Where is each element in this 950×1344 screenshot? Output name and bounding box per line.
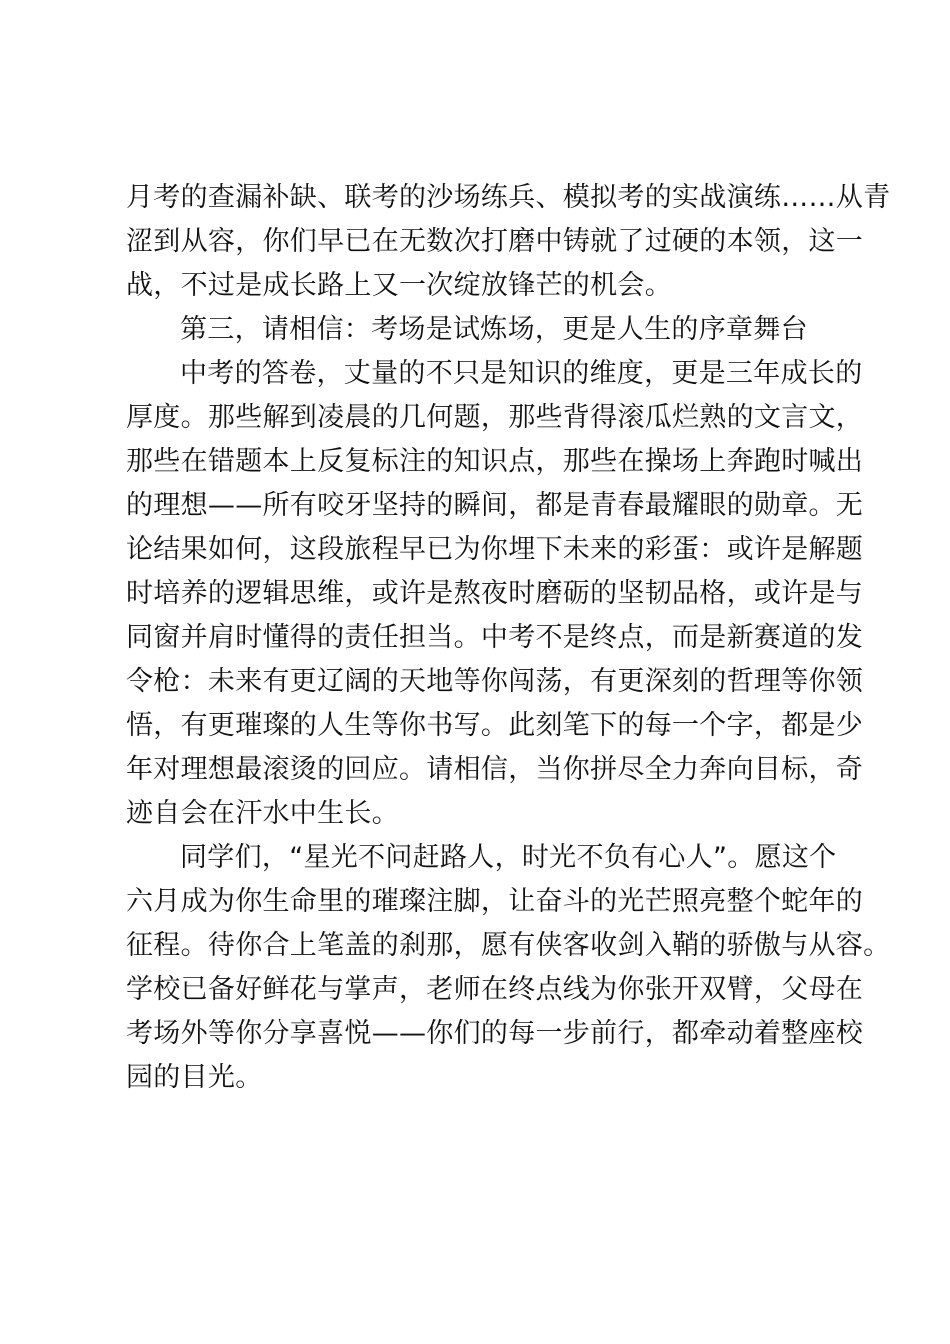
paragraph-line: 同窗并肩时懂得的责任担当。中考不是终点，而是新赛道的发 — [126, 622, 864, 653]
paragraph-line: 中考的答卷，丈量的不只是知识的维度，更是三年成长的 — [180, 358, 863, 389]
paragraph-line: 同学们，“星光不问赶路人，时光不负有心人”。愿这个 — [180, 842, 837, 873]
paragraph-line: 的理想——所有咬牙坚持的瞬间，都是青春最耀眼的勋章。无 — [126, 490, 864, 521]
paragraph-line: 令枪：未来有更辽阔的天地等你闯荡，有更深刻的哲理等你领 — [126, 666, 864, 697]
paragraph-line: 涩到从容，你们早已在无数次打磨中铸就了过硬的本领，这一 — [126, 226, 864, 257]
paragraph-line: 学校已备好鲜花与掌声，老师在终点线为你张开双臂，父母在 — [126, 974, 864, 1005]
paragraph-line: 征程。待你合上笔盖的刹那，愿有侠客收剑入鞘的骄傲与从容。 — [126, 930, 891, 961]
paragraph-line: 论结果如何，这段旅程早已为你埋下未来的彩蛋：或许是解题 — [126, 534, 864, 565]
paragraph-line: 那些在错题本上反复标注的知识点，那些在操场上奔跑时喊出 — [126, 446, 864, 477]
paragraph-line: 迹自会在汗水中生长。 — [126, 798, 399, 829]
section-heading: 第三，请相信：考场是试炼场，更是人生的序章舞台 — [180, 314, 808, 345]
paragraph-line: 厚度。那些解到凌晨的几何题，那些背得滚瓜烂熟的文言文， — [126, 402, 864, 433]
paragraph-line: 悟，有更璀璨的人生等你书写。此刻笔下的每一个字，都是少 — [126, 710, 864, 741]
paragraph-line: 战，不过是成长路上又一次绽放锋芒的机会。 — [126, 270, 672, 301]
paragraph-line: 园的目光。 — [126, 1062, 263, 1093]
paragraph-line: 六月成为你生命里的璀璨注脚，让奋斗的光芒照亮整个蛇年的 — [126, 886, 864, 917]
paragraph-line: 月考的查漏补缺、联考的沙场练兵、模拟考的实战演练……从青 — [126, 182, 891, 213]
paragraph-line: 时培养的逻辑思维，或许是熬夜时磨砺的坚韧品格，或许是与 — [126, 578, 864, 609]
paragraph-line: 年对理想最滚烫的回应。请相信，当你拼尽全力奔向目标，奇 — [126, 754, 864, 785]
paragraph-line: 考场外等你分享喜悦——你们的每一步前行，都牵动着整座校 — [126, 1018, 864, 1049]
